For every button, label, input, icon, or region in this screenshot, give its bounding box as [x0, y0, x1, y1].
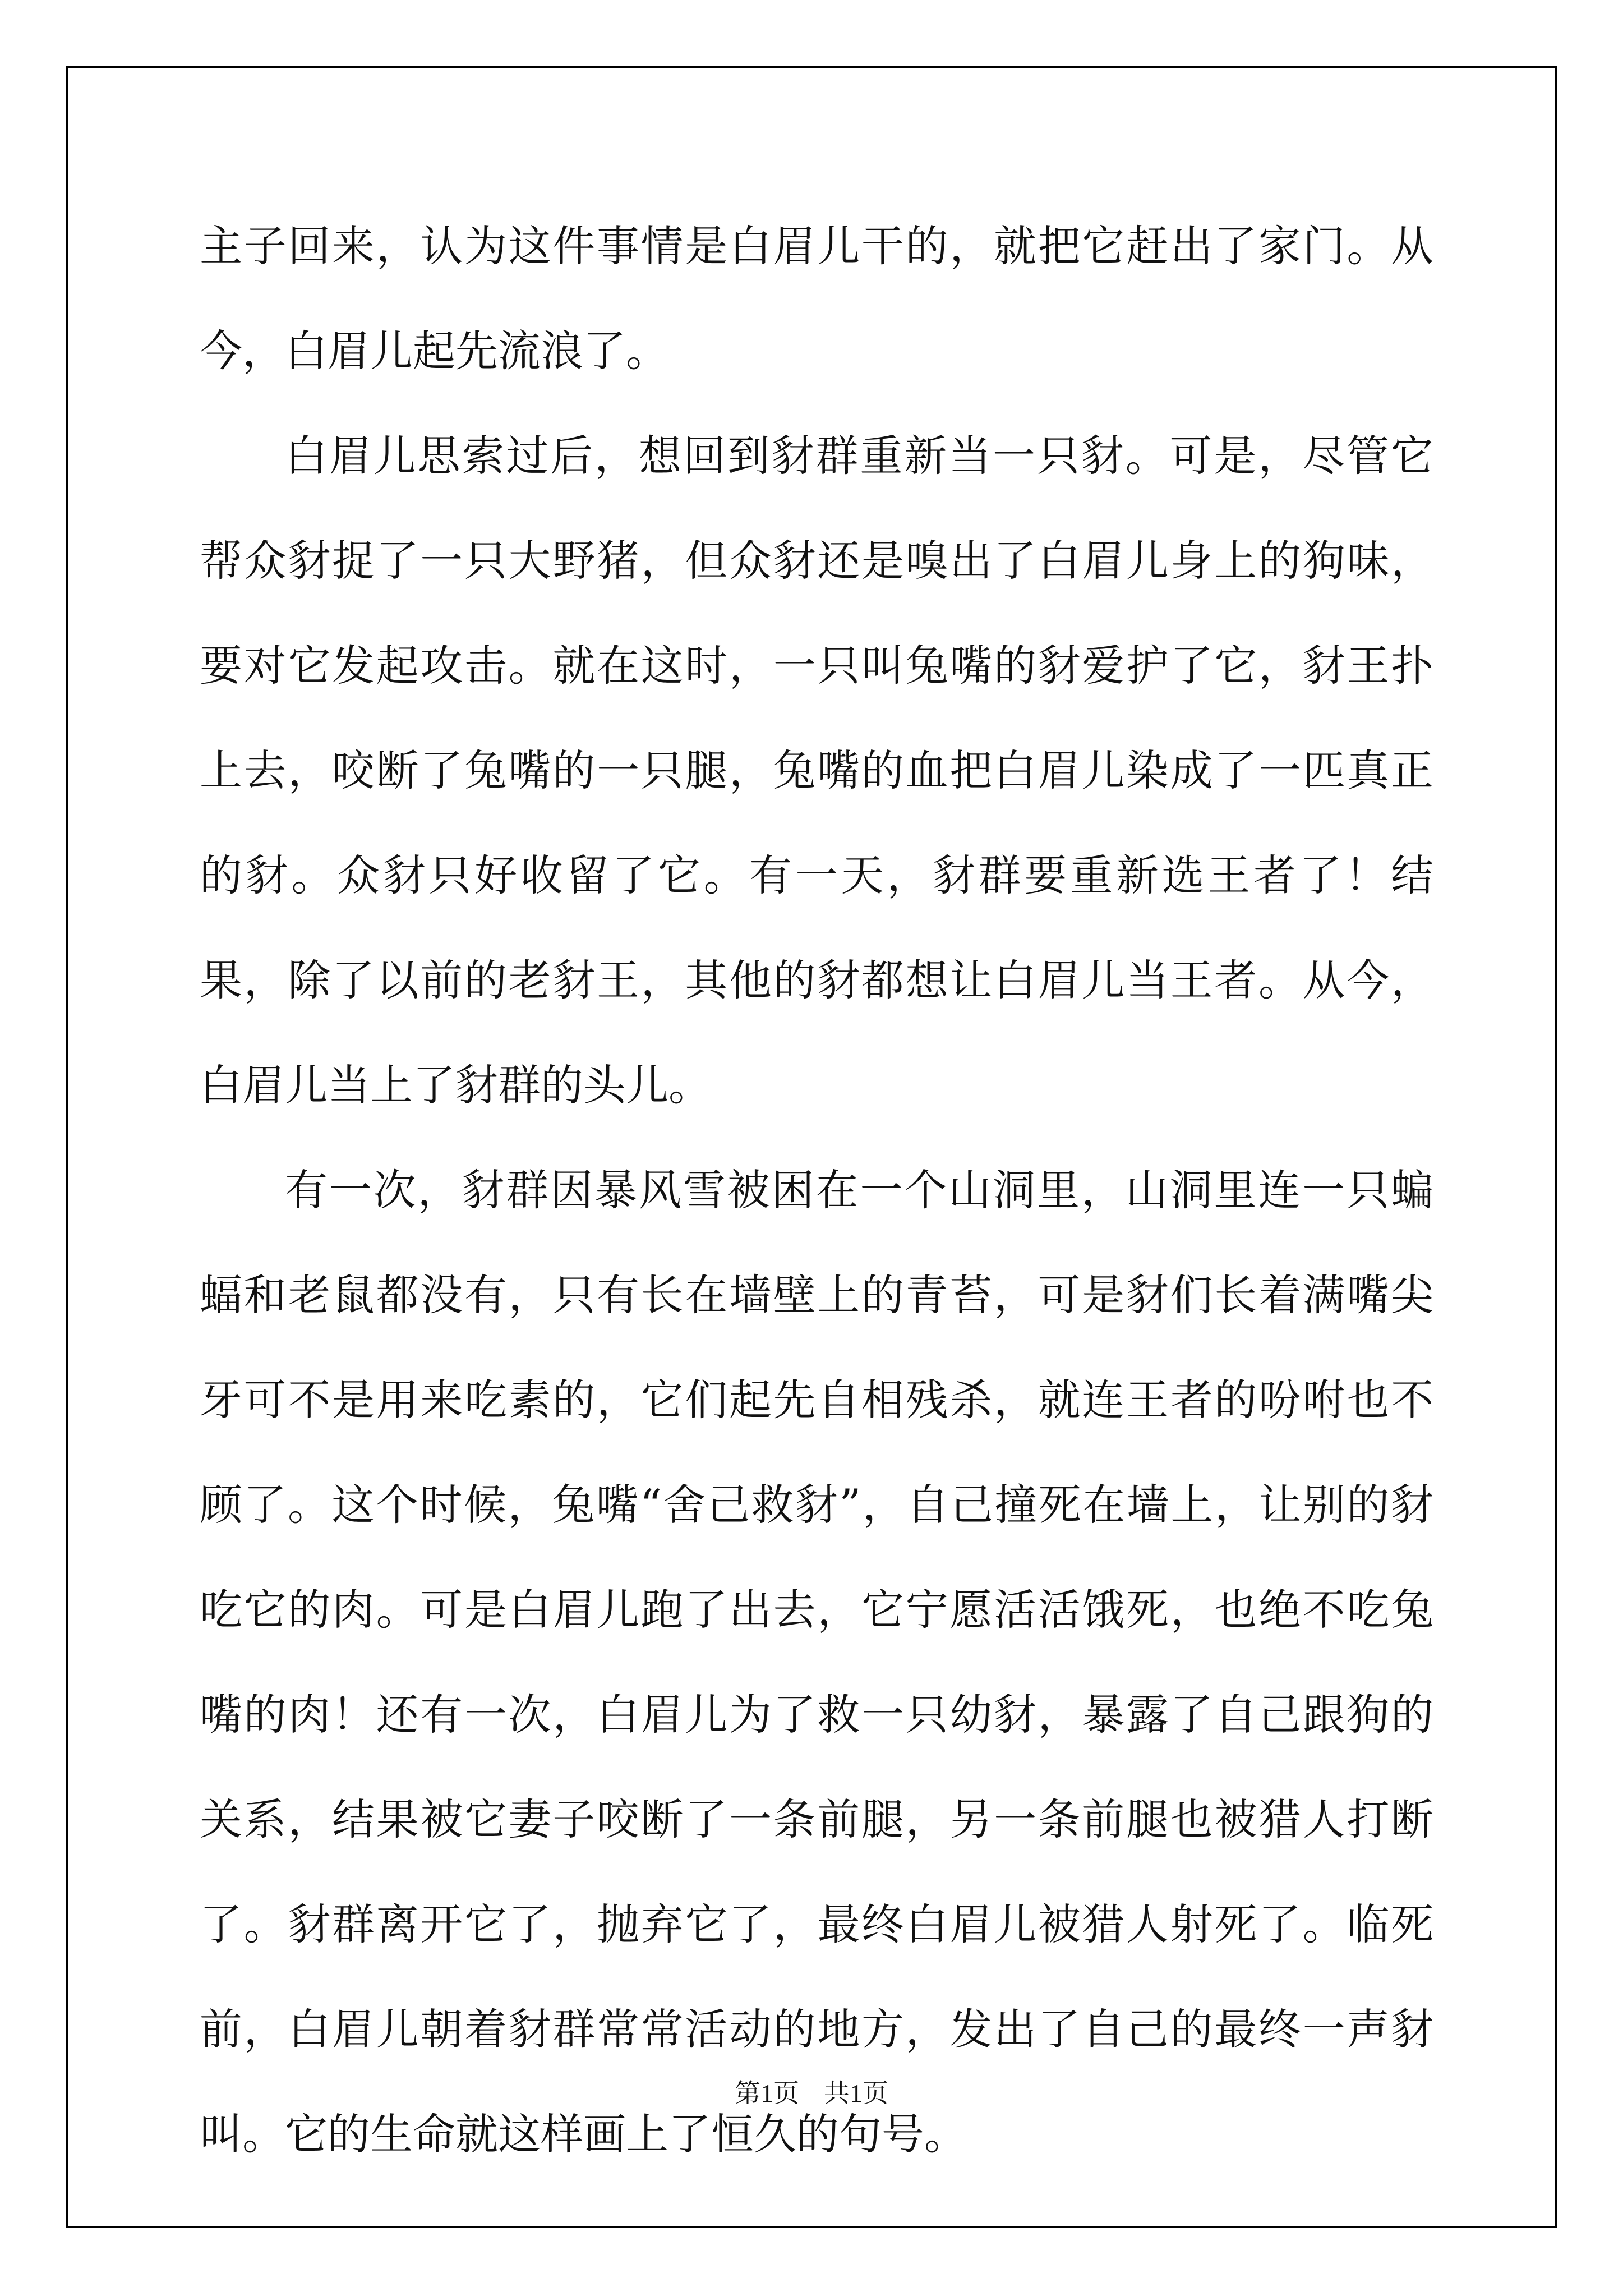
- document-body: [200, 194, 1433, 2187]
- page-number: 第1页: [735, 2079, 799, 2108]
- paragraph: 白眉儿思索过后，想回到豺群重新当一只豺。可是，尽管它帮众豺捉了一只大野猪，但众豺还是嗅出了白眉儿身上的狗味，要对它发起攻击。就在这时，一只叫兔嘴的豺爱护了它，豺王扑上去，咬断了兔嘴的一只腿，兔嘴的血把白眉儿染成了一匹真正的豺。众豺只好收留了它。有一天，豺群要重新选王者了！结果，除了以前的老豺王，其他的豺都想让白眉儿当王者。从今，白眉儿当上了豺群的头儿。: [200, 431, 1433, 1110]
- page-total: 共1页: [824, 2079, 888, 2108]
- paragraph: 有一次，豺群因暴风雪被困在一个山洞里，山洞里连一只蝙蝠和老鼠都没有，只有长在墙壁上的青苔，可是豺们长着满嘴尖牙可不是用来吃素的，它们起先自相残杀，就连王者的吩咐也不顾了。这个时候，兔嘴“舍己救豺”，自己撞死在墙上，让别的豺吃它的肉。可是白眉儿跑了出去，它宁愿活活饿死，也绝不吃兔嘴的肉！还有一次，白眉儿为了救一只幼豺，暴露了自己跟狗的关系，结果被它妻子咬断了一条前腿，另一条前腿也被猎人打断了。豺群离开它了，抛弃它了，最终白眉儿被猎人射死了。临死前，白眉儿朝着豺群常常活动的地方，发出了自己的最终一声豺叫。它的生命就这样画上了恒久的句号。: [200, 1165, 1433, 2159]
- paragraph-continuation: 主子回来，认为这件事情是白眉儿干的，就把它赶出了家门。从今，白眉儿起先流浪了。: [200, 221, 1433, 376]
- page-footer: [0, 2077, 1623, 2110]
